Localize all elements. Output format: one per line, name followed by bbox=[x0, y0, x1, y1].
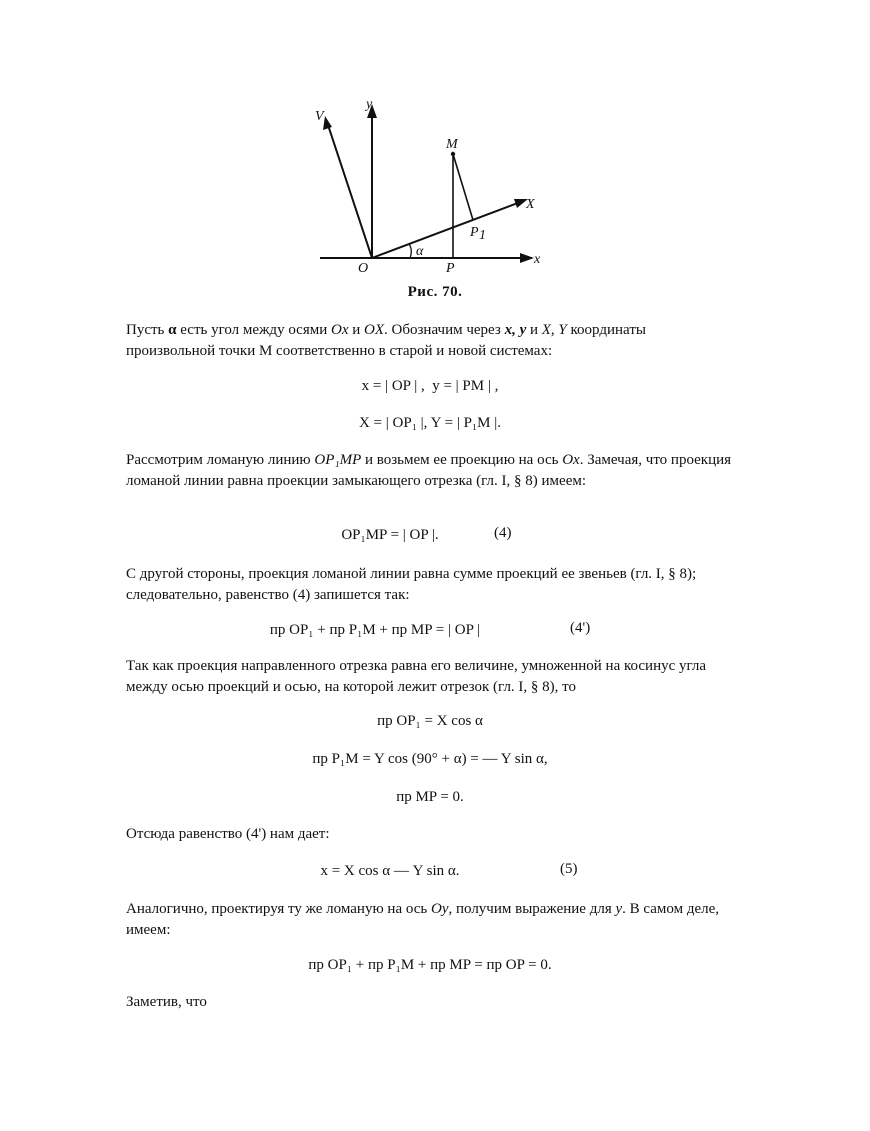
equation-5: x = X cos α — Y sin α. bbox=[320, 863, 460, 879]
label-P1-subscript: 1 bbox=[479, 228, 486, 243]
segment-MP1 bbox=[453, 154, 473, 220]
equation-projection-OP1: пр OP₁ = X cos α bbox=[377, 713, 483, 729]
figure-caption: Рис. 70. bbox=[407, 284, 463, 300]
coordinate-rotation-diagram bbox=[310, 92, 550, 276]
label-P1: P bbox=[470, 225, 479, 240]
equation-X-Y: X = | OP₁ |, Y = | P₁M |. bbox=[358, 415, 502, 431]
equation-4: OP₁MP = | OP |. bbox=[341, 527, 439, 543]
label-y: y bbox=[366, 97, 373, 112]
equation-4-number: (4) bbox=[494, 525, 512, 541]
equation-projection-sum-y: пр OP₁ + пр P₁M + пр MP = пр OP = 0. bbox=[308, 957, 552, 973]
equation-projection-MP: пр MP = 0. bbox=[396, 789, 464, 805]
point-M bbox=[451, 152, 455, 156]
x-arrow bbox=[520, 253, 534, 263]
paragraph-1: Пусть α есть угол между осями Ox и OX. Обозначим через x, y и X, Y координаты произвольной точки М соответственно в старой и новой системах: bbox=[126, 322, 646, 359]
label-alpha: α bbox=[416, 244, 424, 259]
paragraph-5: Отсюда равенство (4') нам дает: bbox=[126, 826, 330, 842]
paragraph-7: Заметив, что bbox=[126, 994, 207, 1010]
V-axis bbox=[327, 122, 372, 258]
paragraph-2: Рассмотрим ломаную линию OP₁MP и возьмем ее проекцию на ось Ox. Замечая, что проекция ломаной линии равна проекции замыкающего отрезка (гл. I, § 8) имеем: bbox=[126, 452, 732, 489]
equation-5-number: (5) bbox=[560, 861, 578, 877]
angle-arc bbox=[409, 244, 411, 258]
paragraph-4: Так как проекция направленного отрезка равна его величине, умноженной на косинус угла между осью проекций и осью, на которой лежит отрезок (гл. I, § 8), то bbox=[126, 658, 707, 695]
label-X: X bbox=[526, 197, 535, 212]
label-M: M bbox=[446, 137, 458, 152]
equation-4-prime: пр OP₁ + пр P₁M + пр MP = | OP | bbox=[269, 622, 481, 638]
X-axis bbox=[372, 201, 523, 258]
paragraph-6: Аналогично, проектируя ту же ломаную на ось Oy, получим выражение для y. В самом деле, имеем: bbox=[126, 901, 720, 938]
equation-x-y: x = | OP | , y = | PM | , bbox=[361, 378, 499, 394]
label-O: O bbox=[358, 261, 369, 276]
equation-projection-P1M: пр P₁M = Y cos (90° + α) = — Y sin α, bbox=[312, 751, 548, 767]
paragraph-3: С другой стороны, проекция ломаной линии равна сумме проекций ее звеньев (гл. I, § 8); следовательно, равенство (4) запишется так: bbox=[126, 566, 697, 603]
V-arrow bbox=[323, 116, 332, 130]
label-V: V bbox=[315, 109, 324, 124]
figure-70 bbox=[310, 92, 550, 276]
equation-4-prime-number: (4') bbox=[570, 620, 591, 636]
label-x: x bbox=[534, 252, 541, 267]
label-P: P bbox=[446, 261, 455, 276]
